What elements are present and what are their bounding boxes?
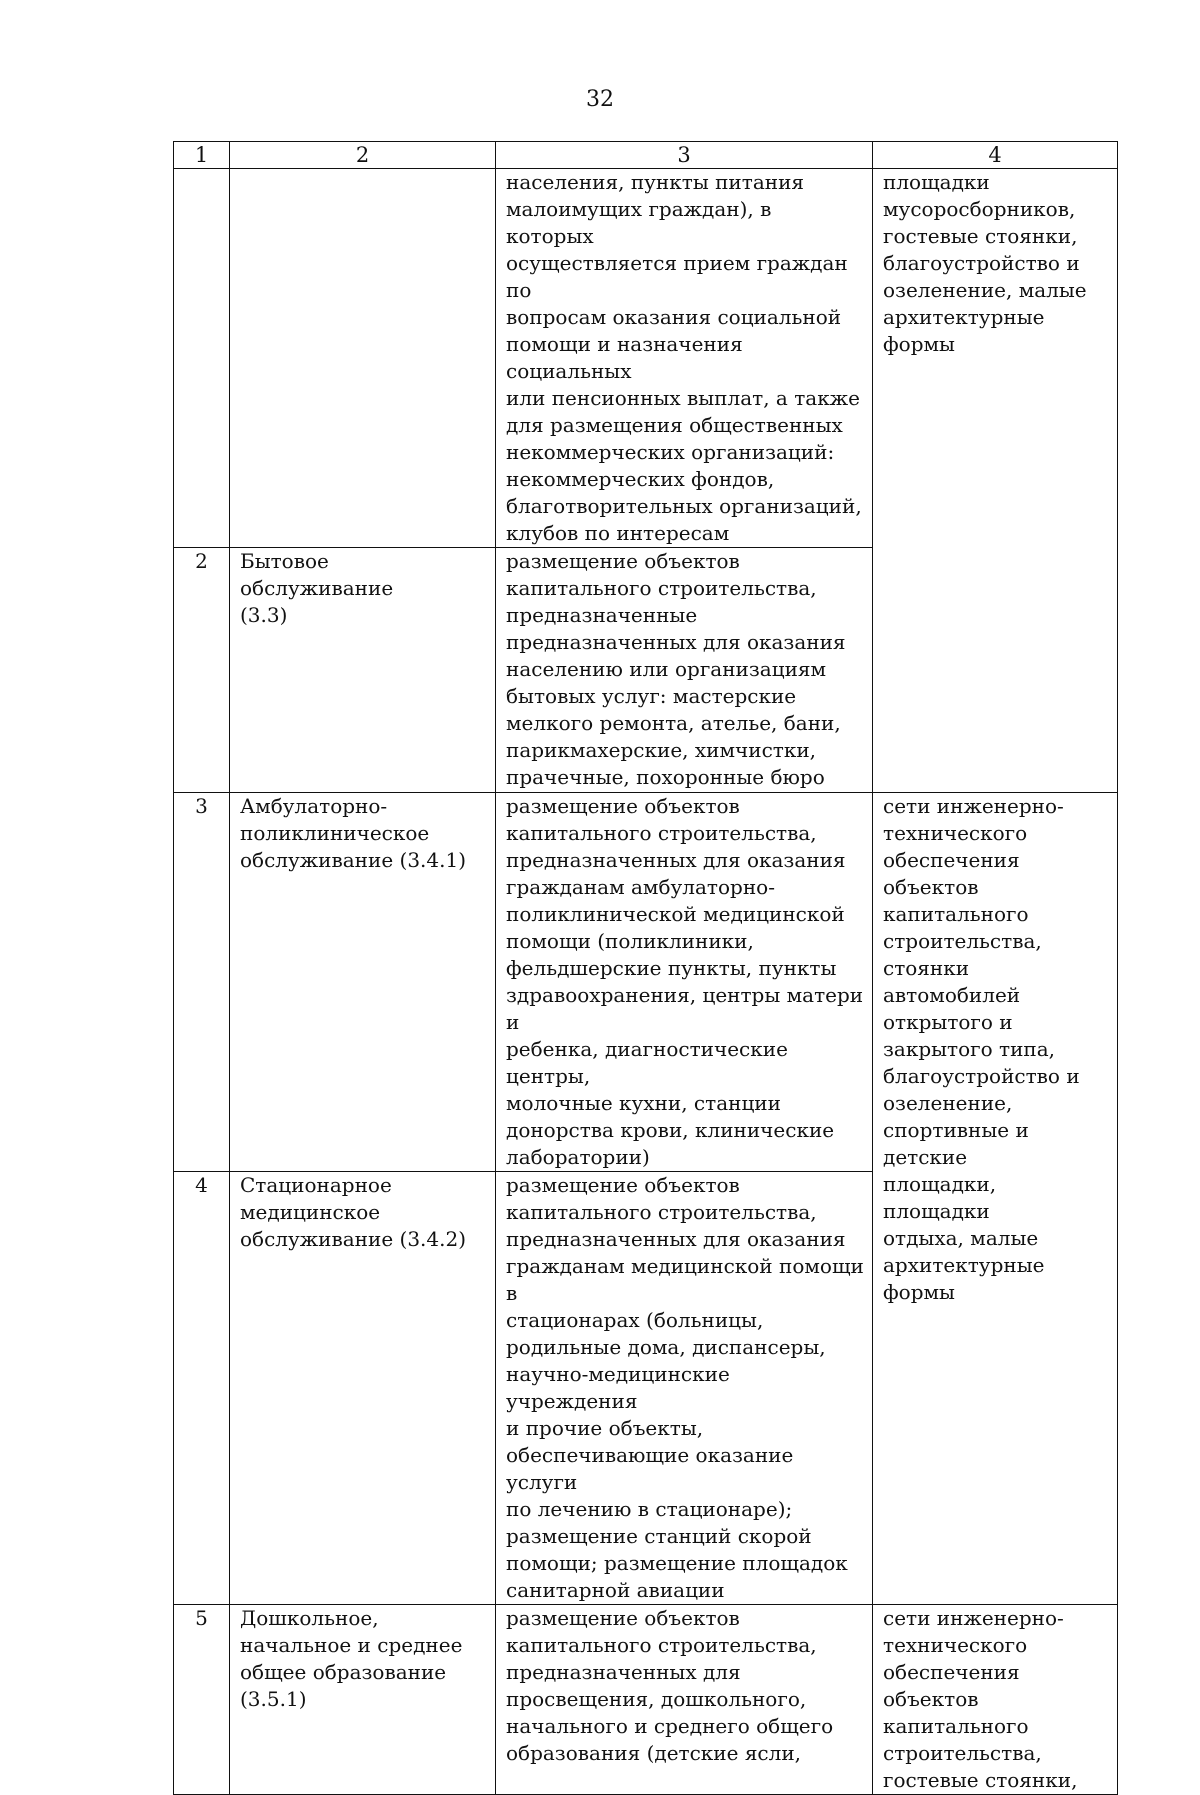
table-header-row [174,142,1118,169]
use-name-cell [230,169,496,548]
use-description-text: размещение объектов капитального строительства, предназначенных для оказания гражданам амбулаторно- поликлинической медицинской помощи (поликлиники, фельдшерские пункты, пункты здравоохранения, центры матери и ребенка, диагностические центры, молочные кухни, станции донорства крови, клинические лаборатории) [506,794,864,1169]
use-name-text: Дошкольное, начальное и среднее общее образование (3.5.1) [240,1606,463,1711]
use-description-text: размещение объектов капитального строительства, предназначенных для просвещения, дошкольного, начального и среднего общего образования (детские ясли, [506,1606,834,1765]
column-header: 4 [873,142,1118,169]
row-number-cell [174,169,230,548]
page-number: 32 [586,87,614,112]
column-header: 2 [230,142,496,169]
auxiliary-uses-text: площадки мусоросборников, гостевые стоянки, благоустройство и озеленение, малые архитектурные формы [883,170,1087,356]
auxiliary-uses-text: сети инженерно- технического обеспечения объектов капитального строительства, стоянки автомобилей открытого и закрытого типа, благоустройство и озеленение, спортивные и детские площадки, площадки отдыха, малые архитектурные формы [883,794,1080,1304]
use-description-text: населения, пункты питания малоимущих граждан), в которых осуществляется прием граждан по вопросам оказания социальной помощи и назначения социальных или пенсионных выплат, а также для размещения общественных некоммерческих организаций: некоммерческих фондов, благотворительных организаций, клубов по интересам [506,170,862,545]
row-number-cell: 2 [174,548,230,793]
column-header: 3 [496,142,873,169]
use-name-text: Стационарное медицинское обслуживание (3.4.2) [240,1173,467,1251]
use-description-text: размещение объектов капитального строительства, предназначенные предназначенных для оказания населению или организациям бытовых услуг: мастерские мелкого ремонта, ателье, бани, парикмахерские, химчистки, прачечные, похоронные бюро [506,549,846,789]
row-number-cell: 4 [174,1172,230,1605]
table-row [174,793,1118,1172]
table-row [174,169,1118,548]
row-number-cell: 3 [174,793,230,1172]
use-description-cell [496,169,873,548]
use-name-text: Амбулаторно- поликлиническое обслуживание (3.4.1) [240,794,467,872]
use-description-cell [496,548,873,793]
use-description-cell [496,1172,873,1605]
use-name-cell [230,548,496,793]
table-row [174,1605,1118,1795]
auxiliary-uses-text: сети инженерно- технического обеспечения объектов капитального строительства, гостевые стоянки, [883,1606,1078,1792]
row-number-cell: 5 [174,1605,230,1795]
use-description-cell [496,1605,873,1795]
auxiliary-uses-cell [873,169,1118,793]
land-use-table [173,141,1118,1795]
use-name-text: Бытовое обслуживание (3.3) [240,549,394,627]
use-name-cell [230,1605,496,1795]
use-name-cell [230,1172,496,1605]
column-header: 1 [174,142,230,169]
auxiliary-uses-cell [873,1605,1118,1795]
auxiliary-uses-cell [873,793,1118,1605]
use-description-text: размещение объектов капитального строительства, предназначенных для оказания гражданам медицинской помощи в стационарах (больницы, родильные дома, диспансеры, научно-медицинские учреждения и прочие объекты, обеспечивающие оказание услуги по лечению в стационаре); размещение станций скорой помощи; размещение площадок санитарной авиации [506,1173,864,1602]
use-name-cell [230,793,496,1172]
use-description-cell [496,793,873,1172]
